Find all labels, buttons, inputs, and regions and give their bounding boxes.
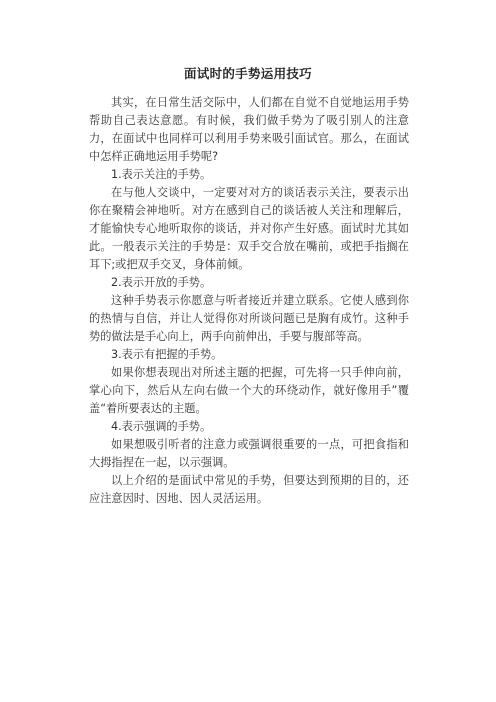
section-heading-emphasis: 4.表示强调的手势。 [111,420,212,433]
document-body [89,94,409,508]
section-heading-open: 2.表示开放的手势。 [111,276,212,289]
document-title: 面试时的手势运用技巧 [183,66,312,81]
section-body-confident: 如果你想表现出对所述主题的把握，可先将一只手伸向前，掌心向下，然后从左向右做一个大的环绕动作，就好像用手”覆盖“着所要表达的主题。 [89,366,409,415]
section-body-open: 这种手势表示你愿意与听者接近并建立联系。它使人感到你的热情与自信，并让人觉得你对所谈问题已是胸有成竹。这种手势的做法是手心向上，两手向前伸出，手要与腹部等高。 [89,294,409,343]
section-heading-attention: 1.表示关注的手势。 [111,168,212,181]
section-body-attention: 在与他人交谈中，一定要对对方的谈话表示关注，要表示出你在聚精会神地听。对方在感到自己的谈话被人关注和理解后，才能愉快专心地听取你的谈话，并对你产生好感。面试时尤其如此。一般表示关注的手势是：双手交合放在嘴前，或把手指搁在耳下;或把双手交叉，身体前倾。 [89,186,409,271]
intro-paragraph: 其实，在日常生活交际中，人们都在自觉不自觉地运用手势帮助自己表达意愿。有时候，我们做手势为了吸引别人的注意力，在面试中也同样可以利用手势来吸引面试官。那么，在面试中怎样正确地运用手势呢? [89,96,409,163]
section-heading-confident: 3.表示有把握的手势。 [111,348,223,361]
section-body-emphasis: 如果想吸引听者的注意力或强调很重要的一点，可把食指和大拇指捏在一起，以示强调。 [89,438,409,469]
conclusion-paragraph: 以上介绍的是面试中常见的手势，但要达到预期的目的，还应注意因时、因地、因人灵活运用。 [89,474,409,505]
